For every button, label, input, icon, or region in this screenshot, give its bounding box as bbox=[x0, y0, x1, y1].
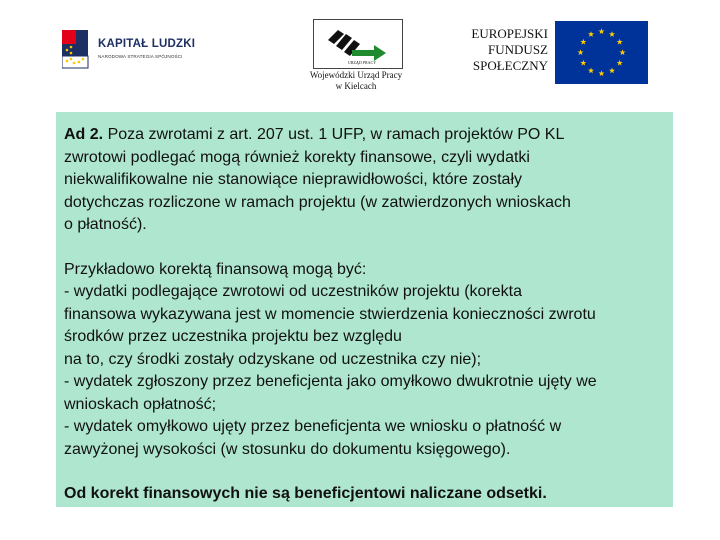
paragraph-2-line: - wydatki podlegające zwrotowi od uczestników projektu (korekta bbox=[64, 283, 522, 300]
eu-star-icon bbox=[598, 28, 604, 34]
eu-star-icon bbox=[617, 60, 623, 66]
eu-star-icon bbox=[598, 70, 604, 76]
paragraph-1 bbox=[64, 124, 665, 237]
paragraph-2-line: finansowa wykazywana jest w momencie stwierdzenia konieczności zwrotu bbox=[64, 305, 596, 323]
eu-star-icon bbox=[580, 60, 586, 66]
paragraph-3: Od korekt finansowych nie są beneficjentowi naliczane odsetki. bbox=[64, 485, 547, 502]
content-panel bbox=[56, 112, 673, 507]
eu-text-line3: SPOŁECZNY bbox=[472, 58, 548, 73]
paragraph-2-line: Przykładowo korektą finansową mogą być: bbox=[64, 260, 367, 278]
paragraph-2-line: - wydatek zgłoszony przez beneficjenta jako omyłkowo dwukrotnie ujęty we bbox=[64, 373, 597, 390]
eu-star-icon bbox=[609, 67, 615, 73]
wup-caption-line2: w Kielcach bbox=[335, 81, 377, 91]
paragraph-1-lead: Ad 2. bbox=[64, 126, 104, 143]
paragraph-1-line: Ad 2. Poza zwrotami z art. 207 ust. 1 UFP, w ramach projektów PO KL bbox=[64, 126, 565, 143]
eu-fund-text bbox=[440, 26, 548, 74]
kapital-ludzki-title: KAPITAŁ LUDZKI bbox=[98, 38, 196, 50]
wup-tiny-text: URZĄD PRACY bbox=[348, 60, 377, 65]
paragraph-2-line: środków przez uczestnika projektu bez względu bbox=[64, 328, 402, 345]
eu-star-icon bbox=[580, 39, 586, 45]
eu-star-icon bbox=[577, 49, 583, 55]
paragraph-2 bbox=[64, 259, 665, 462]
eu-star-icon bbox=[588, 67, 594, 73]
eu-text-line2: FUNDUSZ bbox=[488, 42, 548, 57]
paragraph-1-line: dotychczas rozliczone w ramach projektu (w zatwierdzonych wnioskach bbox=[64, 193, 571, 211]
wup-caption bbox=[290, 70, 422, 92]
paragraph-2-line: - wydatek omyłkowo ujęty przez beneficjenta we wniosku o płatność w bbox=[64, 418, 562, 435]
eu-text-line1: EUROPEJSKI bbox=[471, 26, 548, 41]
kapital-ludzki-subtitle: NARODOWA STRATEGIA SPÓJNOŚCI bbox=[98, 54, 183, 59]
eu-star-icon bbox=[609, 31, 615, 37]
paragraph-1-line: zwrotowi podlegać mogą również korekty finansowe, czyli wydatki bbox=[64, 148, 530, 166]
eu-star-icon bbox=[619, 49, 625, 55]
wup-caption-line1: Wojewódzki Urząd Pracy bbox=[309, 70, 403, 80]
kapital-ludzki-emblem-icon bbox=[62, 30, 96, 70]
paragraph-2-line: na to, czy środki zostały odzyskane od uczestnika czy nie); bbox=[64, 350, 482, 368]
kapital-ludzki-logo bbox=[62, 24, 196, 80]
wup-logo bbox=[313, 19, 403, 69]
paragraph-2-line: wnioskach opłatność; bbox=[64, 395, 217, 413]
eu-flag bbox=[555, 21, 648, 84]
paragraph-1-line: niekwalifikowalne nie stanowiące nieprawidłowości, które zostały bbox=[64, 171, 522, 188]
eu-star-icon bbox=[617, 39, 623, 45]
eu-star-icon bbox=[588, 31, 594, 37]
paragraph-2-line: zawyżonej wysokości (w stosunku do dokumentu księgowego). bbox=[64, 440, 511, 458]
paragraph-1-line: o płatność). bbox=[64, 216, 147, 233]
eu-stars-icon bbox=[555, 21, 648, 84]
